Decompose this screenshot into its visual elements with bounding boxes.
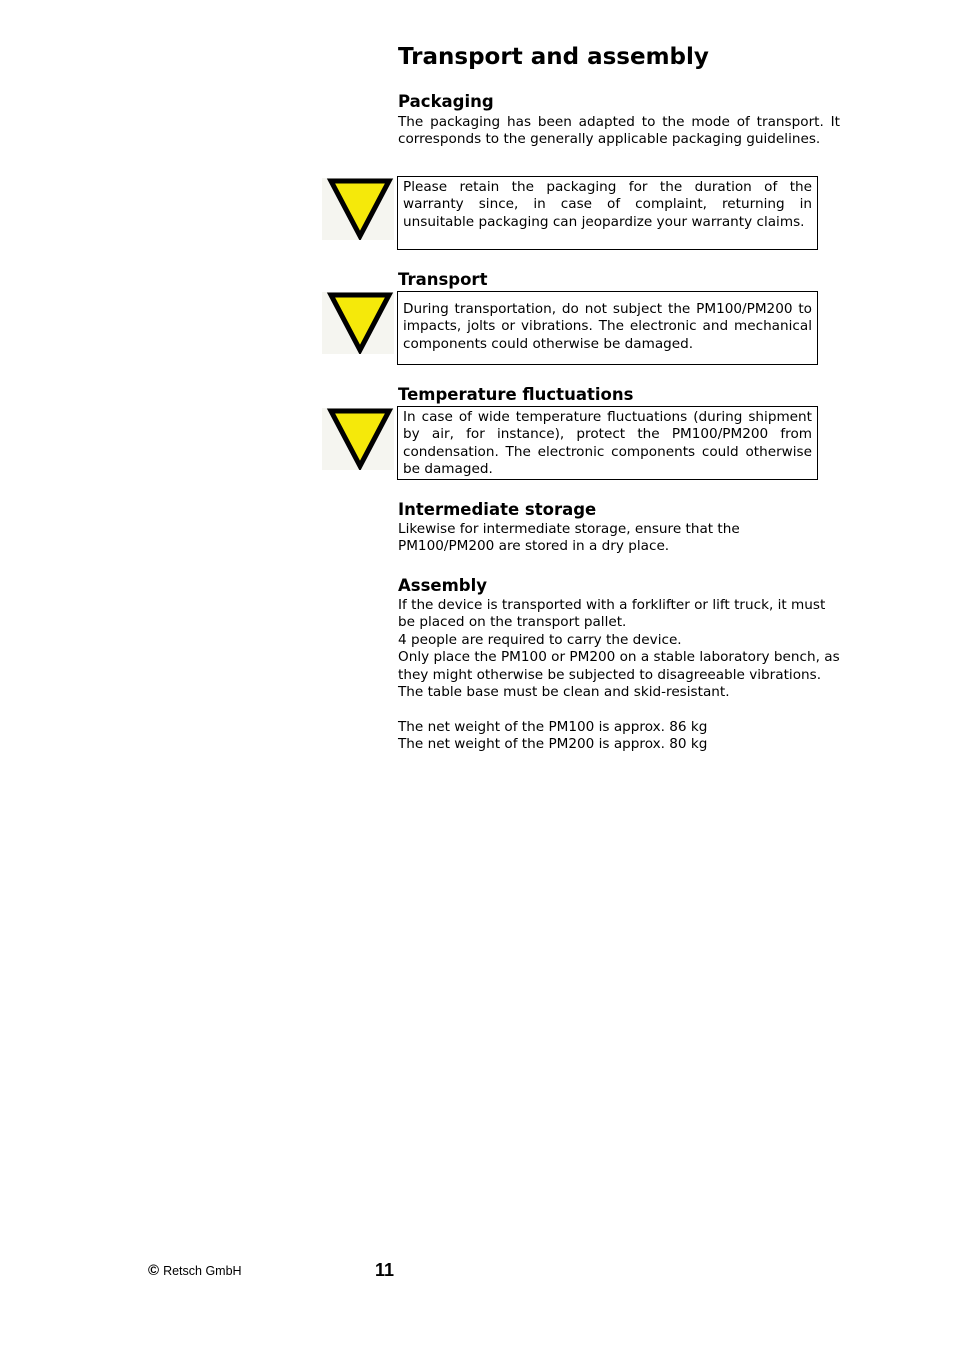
warning-triangle-icon: [322, 178, 394, 240]
warning-triangle-icon: [322, 408, 394, 470]
weights: [398, 719, 707, 754]
packaging-heading: Packaging: [398, 92, 494, 111]
assembly-line: Only place the PM100 or PM200 on a stable laboratory bench, as: [398, 649, 840, 666]
storage-line: PM100/PM200 are stored in a dry place.: [398, 538, 670, 555]
assembly-text: [398, 597, 840, 701]
assembly-line: If the device is transported with a forklifter or lift truck, it must: [398, 597, 826, 613]
storage-line: Likewise for intermediate storage, ensure that the: [398, 521, 740, 537]
page-title: Transport and assembly: [398, 44, 709, 70]
copyright-symbol: ©: [148, 1262, 160, 1279]
packaging-warning-box: Please retain the packaging for the duration of the warranty since, in case of complaint, returning in unsuitable packaging can jeopardize your warranty claims.: [397, 176, 818, 250]
warning-triangle-icon: [322, 292, 394, 354]
company-name: Retsch GmbH: [163, 1264, 242, 1278]
storage-text: [398, 521, 740, 556]
assembly-heading: Assembly: [398, 576, 488, 595]
assembly-line: 4 people are required to carry the device.: [398, 631, 682, 648]
storage-heading: Intermediate storage: [398, 500, 597, 519]
transport-heading: Transport: [398, 270, 488, 289]
footer-copyright: [148, 1262, 242, 1279]
temperature-warning-box: In case of wide temperature fluctuations (during shipment by air, for instance), protect the PM100/PM200 from condensation. The electronic components could otherwise be damaged.: [397, 406, 818, 480]
page-number: 11: [375, 1260, 395, 1280]
assembly-line: The table base must be clean and skid-resistant.: [398, 684, 730, 701]
packaging-text: The packaging has been adapted to the mode of transport. It corresponds to the generally applicable packaging guidelines.: [398, 114, 840, 148]
weight-pm100: The net weight of the PM100 is approx. 86 kg: [398, 719, 708, 735]
temperature-heading: Temperature fluctuations: [398, 385, 634, 404]
assembly-line: be placed on the transport pallet.: [398, 614, 627, 631]
weight-pm200: The net weight of the PM200 is approx. 80 kg: [398, 736, 708, 753]
transport-warning-box: During transportation, do not subject the PM100/PM200 to impacts, jolts or vibrations. The electronic and mechanical components could otherwise be damaged.: [397, 291, 818, 365]
assembly-line: they might otherwise be subjected to disagreeable vibrations.: [398, 666, 822, 683]
